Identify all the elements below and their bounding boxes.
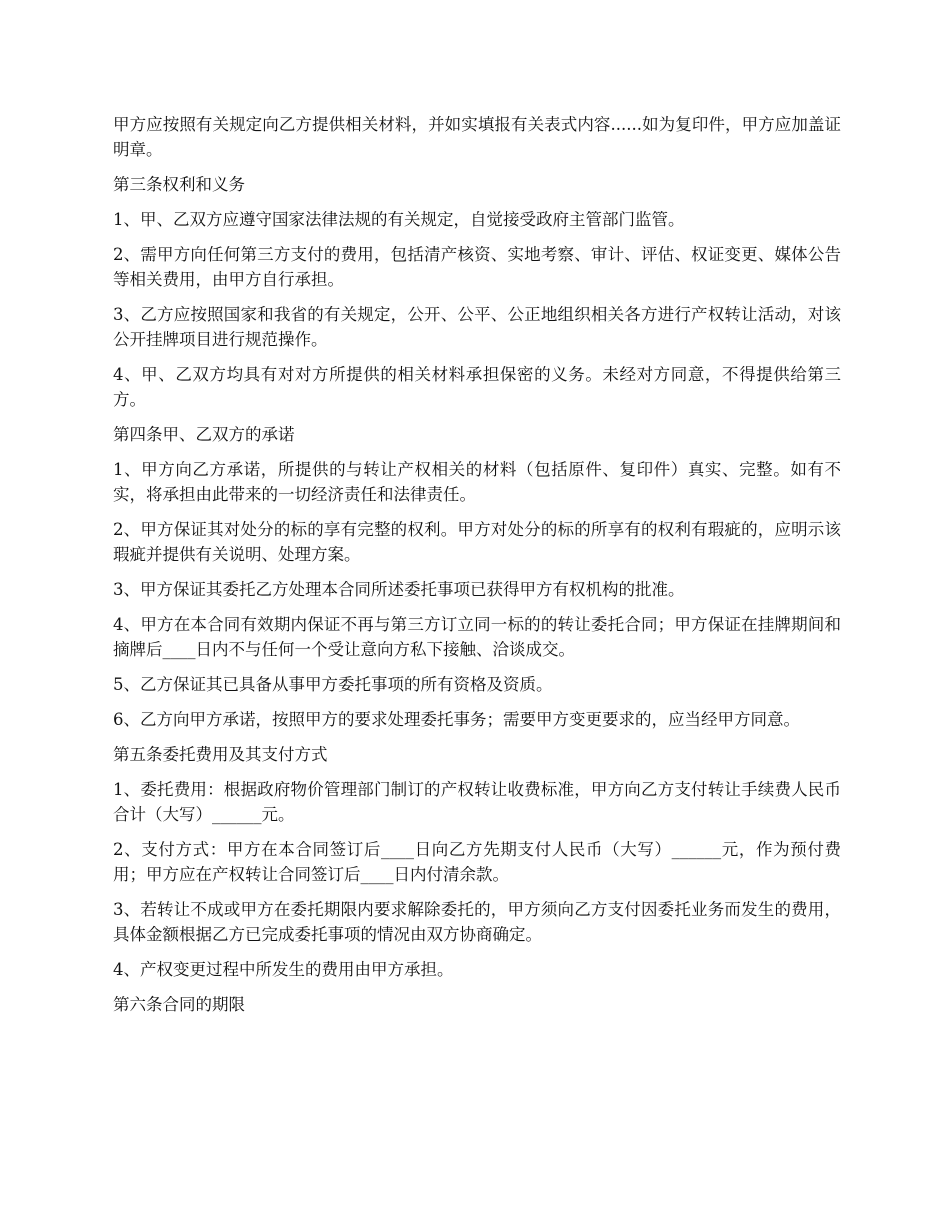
clause-3-2: 2、需甲方向任何第三方支付的费用，包括清产核资、实地考察、审计、评估、权证变更、媒体公告等相关费用，由甲方自行承担。 [113, 245, 841, 289]
clause-5-4: 4、产权变更过程中所发生的费用由甲方承担。 [113, 960, 454, 979]
clause-5-2: 2、支付方式：甲方在本合同签订后____日向乙方先期支付人民币（大写）______元，作为预付费用；甲方应在产权转让合同签订后____日内付清余款。 [113, 840, 841, 884]
section-heading-article-6: 第六条合同的期限 [113, 995, 245, 1014]
clause-4-6: 6、乙方向甲方承诺，按照甲方的要求处理委托事务；需要甲方变更要求的，应当经甲方同意。 [113, 710, 800, 729]
clause-4-4: 4、甲方在本合同有效期内保证不再与第三方订立同一标的的转让委托合同；甲方保证在挂牌期间和摘牌后____日内不与任何一个受让意向方私下接触、洽谈成交。 [113, 615, 841, 659]
clause-3-1: 1、甲、乙双方应遵守国家法律法规的有关规定，自觉接受政府主管部门监管。 [113, 210, 685, 229]
clause-4-2: 2、甲方保证其对处分的标的享有完整的权利。甲方对处分的标的所享有的权利有瑕疵的，应明示该瑕疵并提供有关说明、处理方案。 [113, 520, 841, 564]
document-body [113, 112, 841, 1027]
clause-5-3: 3、若转让不成或甲方在委托期限内要求解除委托的，甲方须向乙方支付因委托业务而发生的费用，具体金额根据乙方已完成委托事项的情况由双方协商确定。 [113, 900, 841, 944]
clause-4-3: 3、甲方保证其委托乙方处理本合同所述委托事项已获得甲方有权机构的批准。 [113, 580, 685, 599]
section-heading-article-3: 第三条权利和义务 [113, 175, 245, 194]
clause-4-1: 1、甲方向乙方承诺，所提供的与转让产权相关的材料（包括原件、复印件）真实、完整。如有不实，将承担由此带来的一切经济责任和法律责任。 [113, 460, 841, 504]
clause-4-5: 5、乙方保证其已具备从事甲方委托事项的所有资格及资质。 [113, 675, 553, 694]
clause-3-4: 4、甲、乙双方均具有对对方所提供的相关材料承担保密的义务。未经对方同意，不得提供给第三方。 [113, 365, 841, 409]
section-heading-article-4: 第四条甲、乙双方的承诺 [113, 425, 295, 444]
clause-5-1: 1、委托费用：根据政府物价管理部门制订的产权转让收费标准，甲方向乙方支付转让手续费人民币合计（大写）______元。 [113, 780, 841, 824]
paragraph-intro: 甲方应按照有关规定向乙方提供相关材料，并如实填报有关表式内容......如为复印件，甲方应加盖证明章。 [113, 115, 841, 159]
section-heading-article-5: 第五条委托费用及其支付方式 [113, 745, 328, 764]
clause-3-3: 3、乙方应按照国家和我省的有关规定，公开、公平、公正地组织相关各方进行产权转让活动，对该公开挂牌项目进行规范操作。 [113, 305, 841, 349]
